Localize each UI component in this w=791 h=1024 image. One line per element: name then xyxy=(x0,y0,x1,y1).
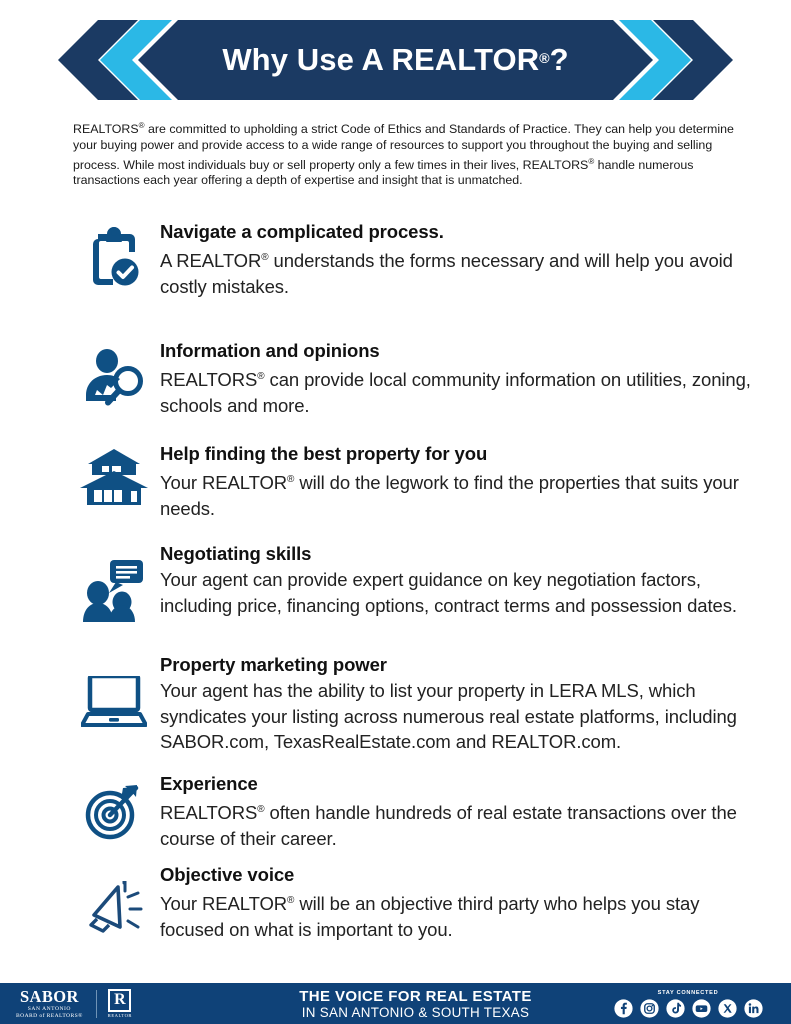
list-item-body xyxy=(160,772,751,851)
list-item-title: Negotiating skills xyxy=(160,543,312,564)
facebook-icon[interactable] xyxy=(614,999,633,1018)
list-item-title: Help finding the best property for you xyxy=(160,443,488,464)
list-item-description: REALTORS® can provide local community information on utilities, zoning, schools and more. xyxy=(160,369,751,416)
list-item xyxy=(0,218,791,324)
tiktok-icon[interactable] xyxy=(666,999,685,1018)
linkedin-icon[interactable] xyxy=(744,999,763,1018)
x-twitter-icon[interactable] xyxy=(718,999,737,1018)
person-search-icon xyxy=(68,324,160,406)
list-item-title: Objective voice xyxy=(160,864,295,885)
logo-divider xyxy=(96,990,97,1018)
page-title-question: ? xyxy=(549,42,569,77)
list-item-body xyxy=(160,218,751,299)
list-item-body xyxy=(160,530,751,618)
list-item-title: Navigate a complicated process. xyxy=(160,221,444,242)
youtube-icon[interactable] xyxy=(692,999,711,1018)
benefits-list xyxy=(0,218,791,953)
list-item-body xyxy=(160,427,751,521)
instagram-icon[interactable] xyxy=(640,999,659,1018)
list-item-description: Your agent can provide expert guidance on key negotiation factors, including price, financing options, contract terms and possession dates. xyxy=(160,569,737,616)
list-item-body xyxy=(160,863,751,942)
list-item xyxy=(0,530,791,652)
laptop-icon xyxy=(68,652,160,728)
realtor-caption: REALTOR xyxy=(107,1013,132,1019)
intro-paragraph: REALTORS® are committed to upholding a strict Code of Ethics and Standards of Practice. They can help you determine your buying power and provide access to a wide range of resources to support you throughout the buying and selling process. While most individuals buy or sell property only a few times in their lives, REALTORS® handle numerous transactions each year offering a depth of expertise and insight that is unmatched. xyxy=(73,121,734,188)
footer-social-group xyxy=(595,990,791,1018)
footer-bar xyxy=(0,983,791,1024)
list-item-description: Your REALTOR® will do the legwork to find the properties that suits your needs. xyxy=(160,472,739,519)
footer-tagline-line1: THE VOICE FOR REAL ESTATE xyxy=(299,987,532,1005)
realtor-logo xyxy=(108,989,132,1019)
list-item-title: Property marketing power xyxy=(160,654,387,675)
sabor-subtitle-line1: SAN ANTONIO xyxy=(27,1005,71,1012)
list-item xyxy=(0,324,791,427)
list-item xyxy=(0,652,791,772)
list-item-description: REALTORS® often handle hundreds of real estate transactions over the course of their career. xyxy=(160,802,737,849)
list-item-description: Your REALTOR® will be an objective third party who helps you stay focused on what is important to you. xyxy=(160,893,700,940)
social-icons xyxy=(614,999,763,1018)
footer-tagline xyxy=(266,988,595,1020)
clipboard-check-icon xyxy=(68,218,160,292)
list-item-title: Experience xyxy=(160,773,258,794)
people-chat-icon xyxy=(68,530,160,624)
megaphone-icon xyxy=(68,863,160,937)
list-item-description: Your agent has the ability to list your property in LERA MLS, which syndicates your listing across numerous real estate platforms, including SABOR.com, TexasRealEstate.com and REALTOR.com. xyxy=(160,680,737,752)
page-title-text: Why Use A REALTOR xyxy=(222,42,540,77)
banner-bar xyxy=(138,20,653,100)
list-item-body xyxy=(160,324,751,418)
list-item-body xyxy=(160,652,751,755)
sabor-logo xyxy=(16,988,83,1020)
sabor-wordmark: SABOR xyxy=(19,986,79,1006)
list-item xyxy=(0,772,791,863)
footer-logo-group xyxy=(0,988,266,1020)
footer-tagline-line2: IN SAN ANTONIO & SOUTH TEXAS xyxy=(301,1004,530,1020)
list-item xyxy=(0,863,791,953)
list-item xyxy=(0,427,791,530)
sabor-subtitle-line2: BOARD of REALTORS® xyxy=(16,1012,83,1019)
header-banner xyxy=(0,18,791,102)
realtor-letter: R xyxy=(108,989,131,1012)
target-arrow-icon xyxy=(68,772,160,840)
house-icon xyxy=(68,427,160,507)
stay-connected-label: STAY CONNECTED xyxy=(657,989,719,996)
list-item-description: A REALTOR® understands the forms necessary and will help you avoid costly mistakes. xyxy=(160,250,733,297)
list-item-title: Information and opinions xyxy=(160,340,380,361)
